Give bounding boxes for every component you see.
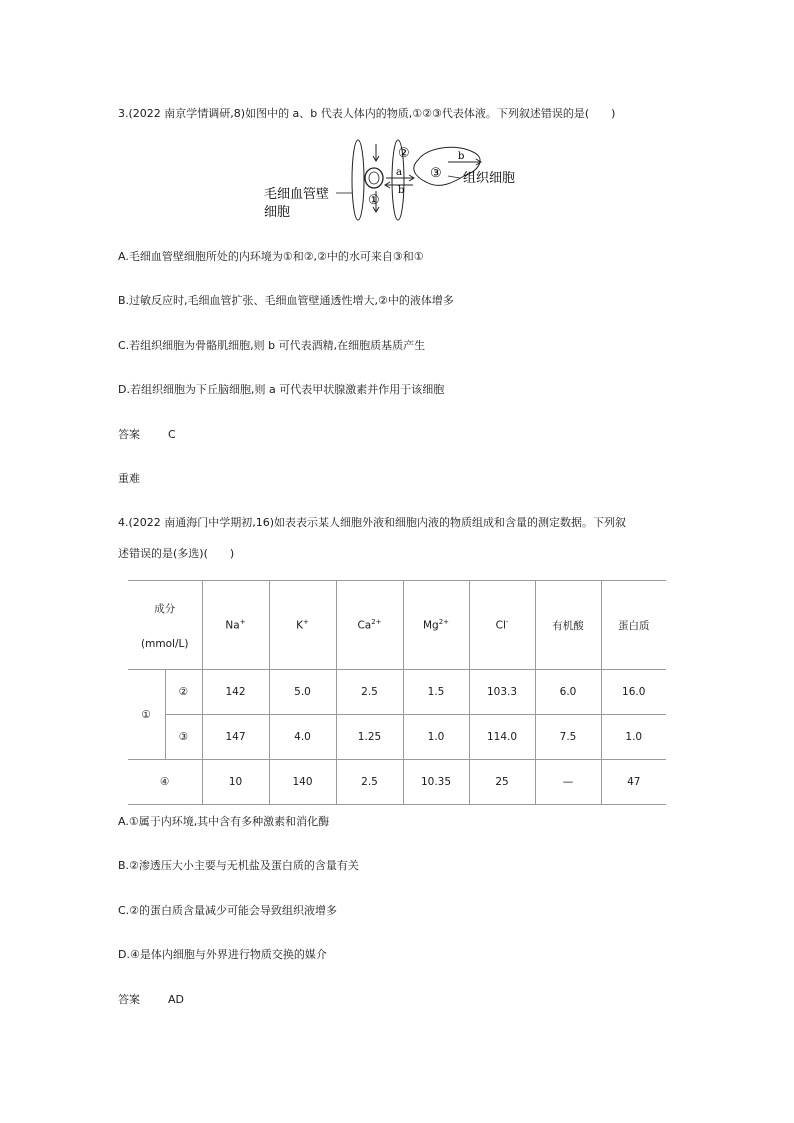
- q4-stem-line2: 述错误的是(多选)( ): [118, 547, 235, 560]
- q4-option-d: D.④是体内细胞与外界进行物质交换的媒介: [118, 948, 327, 961]
- q4-option-c: C.②的蛋白质含量减少可能会导致组织液增多: [118, 904, 338, 917]
- table-row: [128, 760, 666, 805]
- mark-1: ①: [368, 193, 380, 208]
- cell: 4.0: [269, 715, 336, 760]
- capillary-wall-left: [352, 140, 364, 220]
- q4-answer-value: AD: [168, 993, 184, 1006]
- col-k: K+: [269, 581, 336, 670]
- cell: 16.0: [601, 670, 666, 715]
- mark-b-upper: b: [458, 151, 465, 162]
- cell: 140: [269, 760, 336, 805]
- cell: 47: [601, 760, 666, 805]
- col-na: Na+: [202, 581, 269, 670]
- col-organic-acid: 有机酸: [535, 581, 601, 670]
- col-mg: $Mg^{2+}$: [403, 581, 469, 670]
- cell: 2.5: [336, 760, 403, 805]
- col-protein: 蛋白质: [601, 581, 666, 670]
- mark-b-lower: b: [398, 185, 405, 196]
- wall-label-line2: 细胞: [264, 205, 291, 220]
- q4-option-a: A.①属于内环境,其中含有多种激素和消化酶: [118, 815, 330, 828]
- row-label: ④: [128, 760, 202, 805]
- col-cl: Cl-: [469, 581, 535, 670]
- tissue-cell-label: 组织细胞: [463, 171, 516, 186]
- cell: 142: [202, 670, 269, 715]
- table-row: [128, 670, 666, 715]
- cell: —: [535, 760, 601, 805]
- cell: 6.0: [535, 670, 601, 715]
- body-fluid-diagram: [258, 138, 538, 223]
- cell: 1.0: [601, 715, 666, 760]
- q3-option-d: D.若组织细胞为下丘脑细胞,则 a 可代表甲状腺激素并作用于该细胞: [118, 383, 445, 396]
- q3-answer-label: 答案: [118, 428, 140, 441]
- cell: 147: [202, 715, 269, 760]
- row-label: ③: [165, 715, 202, 760]
- group-label: ①: [128, 670, 165, 760]
- q3-answer-value: C: [168, 428, 176, 441]
- q4-stem-line1: 4.(2022 南通海门中学期初,16)如表表示某人细胞外液和细胞内液的物质组成和含量的测定数据。下列叙: [118, 516, 627, 529]
- cell: 1.25: [336, 715, 403, 760]
- wall-label-line1: 毛细血管壁: [264, 187, 330, 202]
- cell: 7.5: [535, 715, 601, 760]
- q4-answer: [118, 991, 184, 1007]
- cell: 103.3: [469, 670, 535, 715]
- q3-option-b: B.过敏反应时,毛细血管扩张、毛细血管壁通透性增大,②中的液体增多: [118, 294, 454, 307]
- blood-cell: [365, 168, 383, 188]
- cell: 1.0: [403, 715, 469, 760]
- composition-table: [128, 580, 666, 805]
- q4-answer-label: 答案: [118, 993, 140, 1006]
- cell: 5.0: [269, 670, 336, 715]
- mark-3: ③: [430, 166, 442, 181]
- q3-option-c: C.若组织细胞为骨骼肌细胞,则 b 可代表酒精,在细胞质基质产生: [118, 339, 426, 352]
- cell: 10.35: [403, 760, 469, 805]
- cell: 10: [202, 760, 269, 805]
- col-ca: $Ca^{2+}$: [336, 581, 403, 670]
- cell: 25: [469, 760, 535, 805]
- q3-answer: [118, 426, 176, 442]
- q3-stem: 3.(2022 南京学情调研,8)如图中的 a、b 代表人体内的物质,①②③代表体液。下列叙述错误的是( ): [118, 107, 616, 120]
- table-header-label: 成分 (mmol/L): [128, 581, 202, 670]
- cell: 2.5: [336, 670, 403, 715]
- row-label: ②: [165, 670, 202, 715]
- mark-a: a: [396, 167, 402, 178]
- q3-option-a: A.毛细血管壁细胞所处的内环境为①和②,②中的水可来自③和①: [118, 250, 424, 263]
- mark-2: ②: [398, 146, 410, 161]
- q4-option-b: B.②渗透压大小主要与无机盐及蛋白质的含量有关: [118, 859, 359, 872]
- section-title: 重难: [118, 472, 140, 485]
- cell: 114.0: [469, 715, 535, 760]
- cell: 1.5: [403, 670, 469, 715]
- table-row: [128, 715, 666, 760]
